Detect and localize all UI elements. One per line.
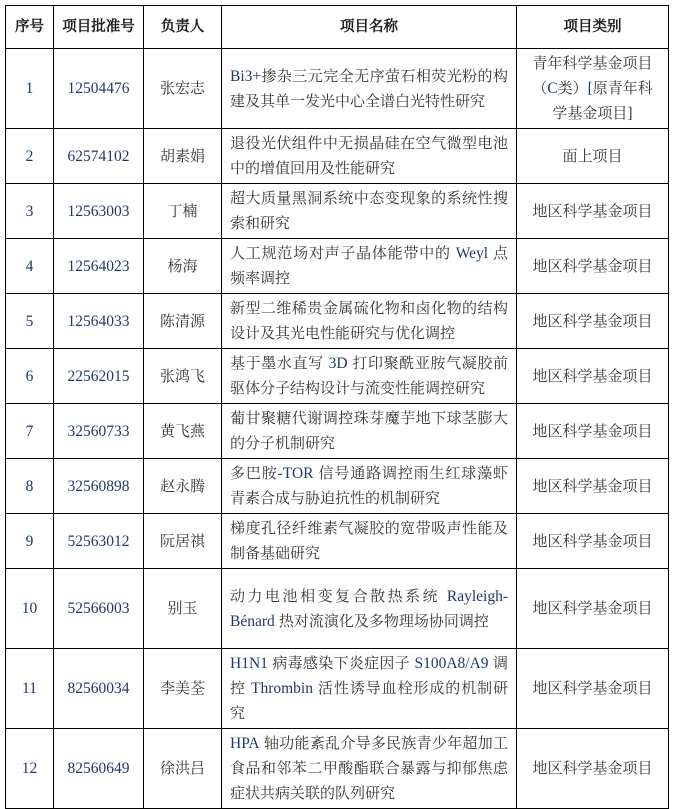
latin-text: 12564023 — [67, 257, 130, 275]
table-row — [6, 239, 669, 294]
latin-text: 82560649 — [67, 760, 130, 777]
cell-pi-name: 张鸿飞 — [144, 349, 222, 404]
latin-text: 7 — [25, 422, 34, 440]
table-row — [6, 459, 669, 514]
cell-project-title: H1N1 病毒感染下炎症因子 S100A8/A9 调控 Thrombin 活性诱导血栓形成的机制研究 — [222, 649, 517, 729]
cell-index — [6, 514, 54, 569]
latin-text: 11 — [22, 680, 37, 697]
cell-grant-number — [54, 729, 144, 809]
latin-text: Rayleigh-Bénard — [230, 587, 508, 630]
cell-grant-number — [54, 514, 144, 569]
column-header-project-title: 项目名称 — [222, 6, 517, 49]
cell-index — [6, 49, 54, 129]
cell-pi-name: 黄飞燕 — [144, 404, 222, 459]
cell-project-title: Bi3+掺杂三元完全无序萤石相荧光粉的构建及其单一发光中心全谱白光特性研究 — [222, 49, 517, 129]
cell-project-category: 地区科学基金项目 — [517, 514, 669, 569]
table-row — [6, 49, 669, 129]
cell-project-title: 新型二维稀贵金属硫化物和卤化物的结构设计及其光电性能研究与优化调控 — [222, 294, 517, 349]
column-header-index: 序号 — [6, 6, 54, 49]
latin-text: 12 — [21, 760, 38, 777]
table-row — [6, 729, 669, 809]
column-header-grant-number: 项目批准号 — [54, 6, 144, 49]
cell-pi-name: 丁楠 — [144, 184, 222, 239]
cell-index — [6, 459, 54, 514]
cell-project-category: 青年科学基金项目（C类）[原青年科学基金项目] — [517, 49, 669, 129]
table-row — [6, 184, 669, 239]
cell-grant-number — [54, 404, 144, 459]
projects-table — [5, 5, 669, 809]
latin-text: 3 — [25, 202, 34, 220]
cell-project-title: 基于墨水直写 3D 打印聚酰亚胺气凝胶前驱体分子结构设计与流变性能调控研究 — [222, 349, 517, 404]
latin-text: 62574102 — [67, 147, 130, 165]
latin-text: 3D — [328, 355, 348, 372]
cell-index — [6, 404, 54, 459]
latin-text: 9 — [25, 532, 34, 550]
table-row — [6, 129, 669, 184]
cell-index — [6, 129, 54, 184]
cell-pi-name: 别玉 — [144, 569, 222, 649]
latin-text: 2 — [25, 147, 34, 165]
table-row — [6, 404, 669, 459]
latin-text: Bi3+ — [230, 67, 262, 85]
column-header-pi: 负责人 — [144, 6, 222, 49]
cell-grant-number — [54, 184, 144, 239]
cell-grant-number — [54, 649, 144, 729]
cell-index — [6, 349, 54, 404]
cell-project-title: 超大质量黑洞系统中态变现象的系统性搜索和研究 — [222, 184, 517, 239]
latin-text: 32560733 — [67, 422, 130, 440]
cell-project-category: 地区科学基金项目 — [517, 404, 669, 459]
table-row — [6, 294, 669, 349]
header-row — [6, 6, 669, 49]
latin-text: 1 — [25, 80, 34, 97]
latin-text: S100A8/A9 — [414, 655, 489, 672]
cell-index — [6, 239, 54, 294]
cell-project-category: 地区科学基金项目 — [517, 239, 669, 294]
cell-grant-number — [54, 459, 144, 514]
latin-text: 52563012 — [67, 532, 130, 550]
latin-text: 32560898 — [67, 477, 130, 495]
cell-project-title: 退役光伏组件中无损晶硅在空气微型电池中的增值回用及性能研究 — [222, 129, 517, 184]
cell-index — [6, 649, 54, 729]
cell-project-category: 地区科学基金项目 — [517, 349, 669, 404]
latin-text: 12504476 — [67, 80, 130, 97]
latin-text: 82560034 — [67, 680, 130, 697]
cell-pi-name: 张宏志 — [144, 49, 222, 129]
cell-project-title: 葡甘聚糖代谢调控珠芽魔芋地下球茎膨大的分子机制研究 — [222, 404, 517, 459]
latin-text: ] — [627, 105, 633, 122]
latin-text: 4 — [25, 257, 34, 275]
latin-text: 10 — [21, 600, 38, 617]
latin-text: HPA — [230, 735, 260, 752]
cell-grant-number — [54, 349, 144, 404]
projects-table-container — [5, 5, 669, 809]
cell-grant-number — [54, 294, 144, 349]
cell-project-category: 地区科学基金项目 — [517, 729, 669, 809]
cell-pi-name: 阮居祺 — [144, 514, 222, 569]
cell-grant-number — [54, 569, 144, 649]
cell-project-category: 地区科学基金项目 — [517, 294, 669, 349]
latin-text: 5 — [25, 312, 34, 330]
cell-index — [6, 729, 54, 809]
cell-index — [6, 184, 54, 239]
cell-pi-name: 徐洪吕 — [144, 729, 222, 809]
cell-project-category: 面上项目 — [517, 129, 669, 184]
column-header-category: 项目类别 — [517, 6, 669, 49]
cell-pi-name: 胡素娟 — [144, 129, 222, 184]
table-row — [6, 514, 669, 569]
latin-text: 12564033 — [67, 312, 130, 330]
cell-project-title: HPA 轴功能紊乱介导多民族青少年超加工食品和邻苯二甲酸酯联合暴露与抑郁焦虑症状共病关联的队列研究 — [222, 729, 517, 809]
cell-pi-name: 赵永腾 — [144, 459, 222, 514]
latin-text: -TOR — [277, 465, 314, 482]
cell-project-title: 多巴胺-TOR 信号通路调控雨生红球藻虾青素合成与胁迫抗性的机制研究 — [222, 459, 517, 514]
cell-grant-number — [54, 129, 144, 184]
latin-text: 12563003 — [67, 202, 130, 220]
latin-text: [ — [587, 80, 593, 97]
cell-project-title: 动力电池相变复合散热系统 Rayleigh-Bénard 热对流演化及多物理场协同调控 — [222, 569, 517, 649]
cell-project-category: 地区科学基金项目 — [517, 184, 669, 239]
latin-text: 8 — [25, 477, 34, 495]
table-row — [6, 349, 669, 404]
latin-text: C — [547, 80, 558, 97]
cell-project-category: 地区科学基金项目 — [517, 569, 669, 649]
table-row — [6, 569, 669, 649]
latin-text: 6 — [25, 367, 34, 385]
cell-index — [6, 294, 54, 349]
cell-project-title: 人工规范场对声子晶体能带中的 Weyl 点频率调控 — [222, 239, 517, 294]
latin-text: Weyl — [455, 245, 489, 262]
cell-project-category: 地区科学基金项目 — [517, 649, 669, 729]
latin-text: Thrombin — [250, 680, 313, 697]
latin-text: H1N1 — [230, 655, 268, 672]
cell-project-category: 地区科学基金项目 — [517, 459, 669, 514]
cell-grant-number — [54, 49, 144, 129]
cell-grant-number — [54, 239, 144, 294]
cell-project-title: 梯度孔径纤维素气凝胶的宽带吸声性能及制备基础研究 — [222, 514, 517, 569]
cell-pi-name: 陈清源 — [144, 294, 222, 349]
latin-text: 22562015 — [67, 367, 130, 385]
cell-pi-name: 杨海 — [144, 239, 222, 294]
table-row — [6, 649, 669, 729]
latin-text: 52566003 — [67, 600, 130, 617]
cell-index — [6, 569, 54, 649]
cell-pi-name: 李美荃 — [144, 649, 222, 729]
